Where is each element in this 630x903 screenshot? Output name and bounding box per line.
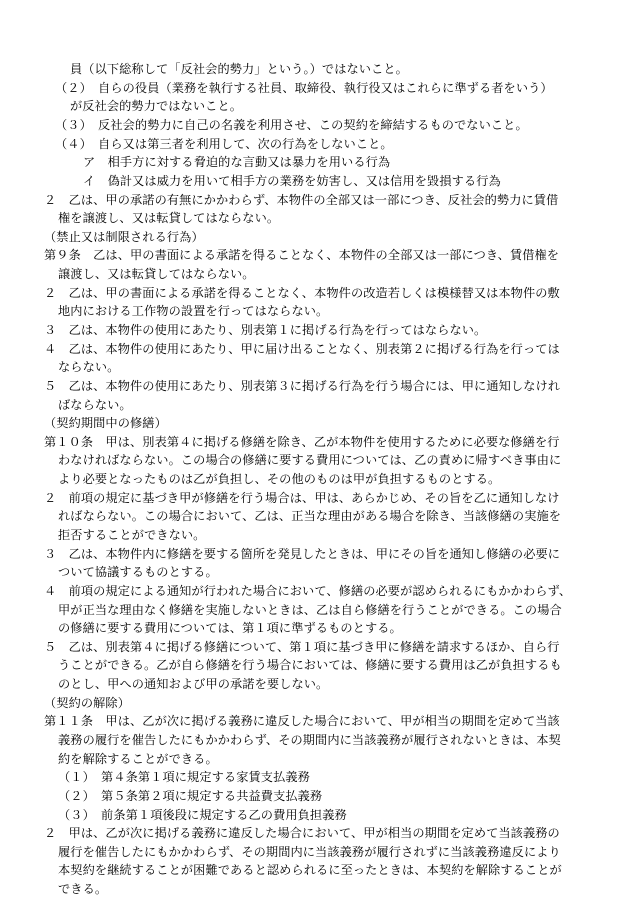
- text-line: ５ 乙は、本物件の使用にあたり、別表第３に掲げる行為を行う場合には、甲に通知しなけれ: [44, 378, 561, 393]
- text-line: 約を解除することができる。: [58, 751, 218, 766]
- text-line: の修繕に要する費用については、第１項に準ずるものとする。: [58, 621, 402, 636]
- section-heading: （禁止又は制限される行為）: [44, 229, 204, 244]
- article-heading: 第１１条 甲は、乙が次に掲げる義務に違反した場合において、甲が相当の期間を定めて当該: [44, 714, 560, 729]
- text-line: ならない。: [58, 360, 120, 375]
- text-line: が反社会的勢力ではないこと。: [70, 99, 243, 114]
- text-line: ３ 乙は、本物件の使用にあたり、別表第１に掲げる行為を行ってはならない。: [44, 322, 487, 337]
- text-line: （３） 反社会的勢力に自己の名義を利用させ、この契約を締結するものでないこと。: [55, 117, 528, 132]
- text-line: 本契約を継続することが困難であると認められるに至ったときは、本契約を解除することが: [58, 863, 562, 878]
- text-line: ２ 前項の規定に基づき甲が修繕を行う場合は、甲は、あらかじめ、その旨を乙に通知しなけ: [44, 490, 560, 505]
- text-line: より必要となったものは乙が負担し、その他のものは甲が負担するものとする。: [58, 472, 501, 486]
- text-line: ５ 乙は、別表第４に掲げる修繕について、第１項に基づき甲に修繕を請求するほか、自ら行: [44, 639, 560, 654]
- article-heading: 第９条 乙は、甲の書面による承諾を得ることなく、本物件の全部又は一部につき、賃借権を: [44, 248, 560, 263]
- section-heading: （契約期間中の修繕）: [44, 416, 167, 431]
- text-line: ばならない。: [58, 397, 132, 412]
- text-line: ア 相手方に対する脅迫的な言動又は暴力を用いる行為: [83, 155, 391, 170]
- text-line: 員（以下総称して「反社会的勢力」という。）ではないこと。: [70, 62, 408, 76]
- text-line: （４） 自ら又は第三者を利用して、次の行為をしないこと。: [55, 136, 393, 151]
- text-line: 譲渡し、又は転貸してはならない。: [58, 267, 255, 281]
- text-line: ればならない。この場合において、乙は、正当な理由がある場合を除き、当該修繕の実施を: [58, 509, 562, 524]
- text-line: イ 偽計又は威力を用いて相手方の業務を妨害し、又は信用を毀損する行為: [83, 173, 501, 188]
- text-line: ４ 乙は、本物件の使用にあたり、甲に届け出ることなく、別表第２に掲げる行為を行っては: [44, 341, 560, 356]
- text-line: 地内における工作物の設置を行ってはならない。: [58, 304, 329, 319]
- list-item: （３） 前条第１項後段に規定する乙の費用負担義務: [58, 807, 347, 822]
- text-line: ２ 乙は、甲の承諾の有無にかかわらず、本物件の全部又は一部につき、反社会的勢力に賃借: [44, 192, 559, 207]
- text-line: ３ 乙は、本物件内に修繕を要する箇所を発見したときは、甲にその旨を通知し修繕の必要に: [44, 546, 561, 561]
- text-line: のとし、甲への通知および甲の承諾を要しない。: [58, 677, 329, 691]
- list-item: （１） 第４条第１項に規定する家賃支払義務: [58, 770, 310, 785]
- text-line: ２ 乙は、甲の書面による承諾を得ることなく、本物件の改造若しくは模様替又は本物件の敷: [44, 285, 560, 300]
- text-line: わなければならない。この場合の修繕に要する費用については、乙の責めに帰すべき事由に: [58, 453, 562, 468]
- text-line: うことができる。乙が自ら修繕を行う場合においては、修繕に要する費用は乙が負担するも: [58, 658, 562, 673]
- text-line: 拒否することができない。: [58, 527, 206, 542]
- text-line: 権を譲渡し、又は転貸してはならない。: [58, 211, 280, 226]
- text-line: 甲が正当な理由なく修繕を実施しないときは、乙は自ら修繕を行うことができる。この場合: [58, 602, 562, 617]
- article-heading: 第１０条 甲は、別表第４に掲げる修繕を除き、乙が本物件を使用するために必要な修繕を行: [44, 434, 560, 449]
- text-line: できる。: [58, 882, 108, 896]
- text-line: ４ 前項の規定による通知が行われた場合において、修繕の必要が認められるにもかかわらず、: [44, 583, 572, 598]
- text-line: 履行を催告したにもかかわらず、その期間内に当該義務が履行されずに当該義務違反により: [58, 844, 561, 859]
- text-line: ２ 甲は、乙が次に掲げる義務に違反した場合において、甲が相当の期間を定めて当該義務の: [44, 826, 560, 841]
- text-line: （２） 自らの役員（業務を執行する社員、取締役、執行役又はこれらに準ずる者をいう）: [55, 80, 553, 95]
- text-line: 義務の履行を催告したにもかかわらず、その期間内に当該義務が履行されないときは、本契: [58, 732, 561, 747]
- section-heading: （契約の解除）: [44, 695, 131, 710]
- list-item: （２） 第５条第２項に規定する共益費支払義務: [58, 788, 323, 803]
- text-line: ついて協議するものとする。: [58, 565, 218, 580]
